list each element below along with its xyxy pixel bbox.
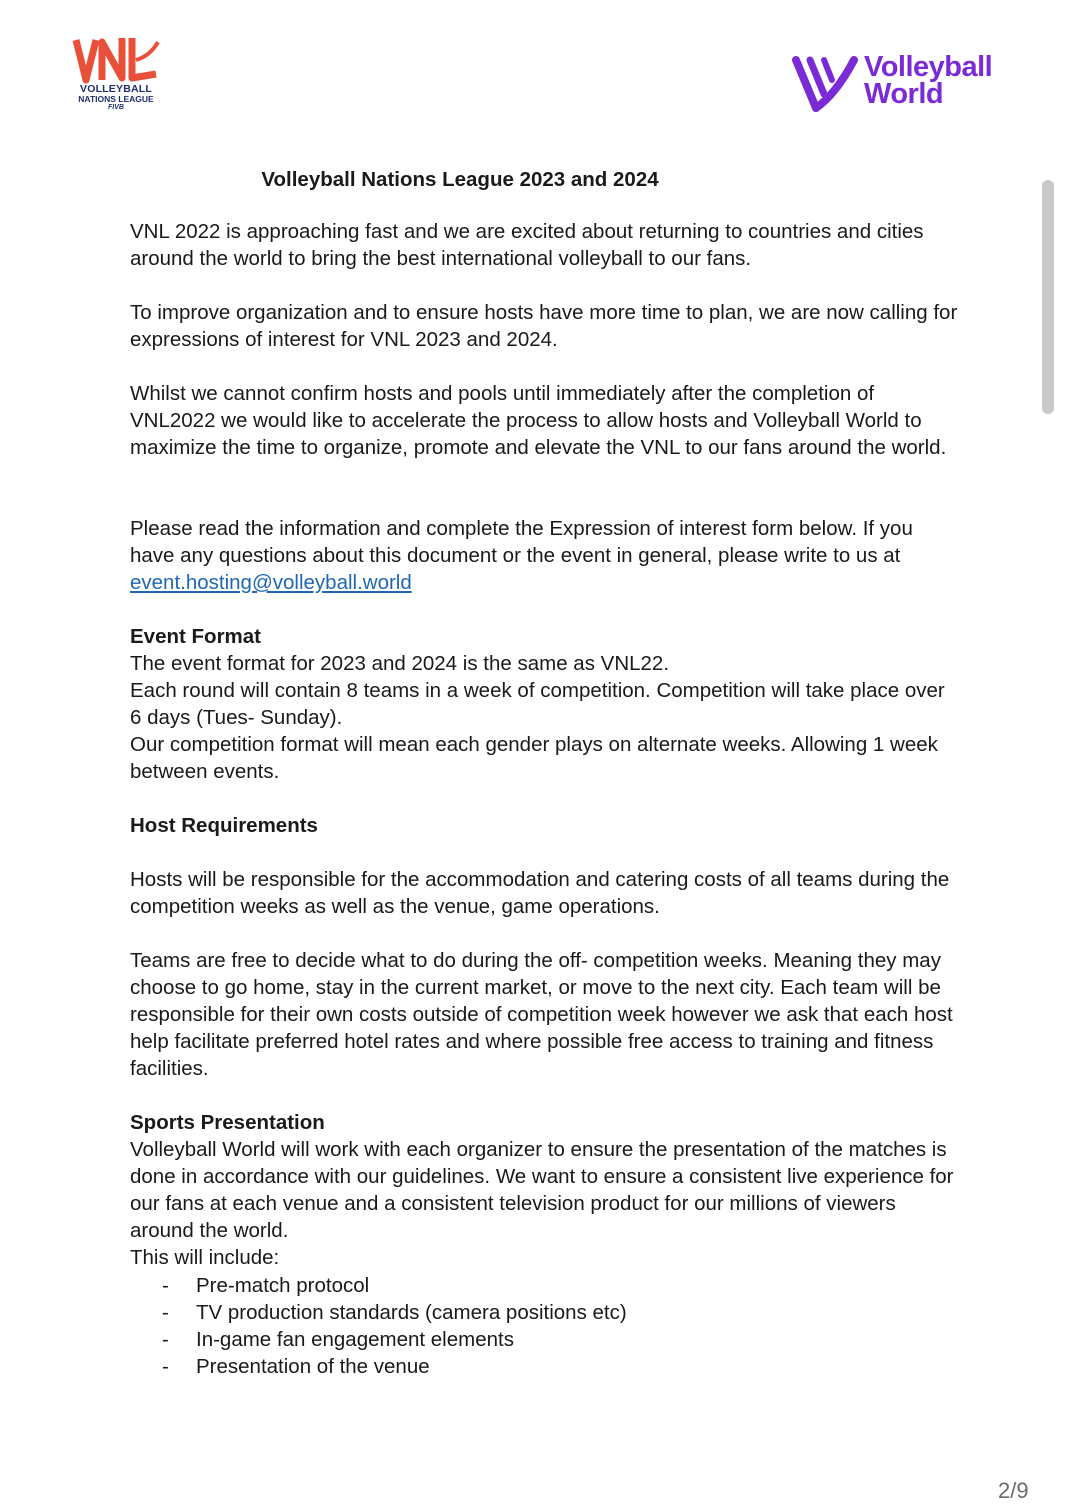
vnl-logo <box>70 34 162 124</box>
heading-sports-presentation: Sports Presentation <box>130 1111 325 1134</box>
vnl-logo-text-3: FIVB <box>108 103 124 111</box>
heading-event-format: Event Format <box>130 625 261 648</box>
vnl-logo-text-2: NATIONS LEAGUE <box>78 94 154 105</box>
paragraph-hosts-pools: Whilst we cannot confirm hosts and pools until immediately after the completion of VNL2022 we would like to accelerate the process to allow hosts and Volleyball World to maximize the time to organize, promote and elevate the VNL to our fans around the world. <box>130 382 947 459</box>
paragraph-contact <box>130 515 960 596</box>
list-item: TV production standards (camera positions etc) <box>196 1301 627 1324</box>
list-item: Presentation of the venue <box>196 1355 430 1378</box>
paragraph-organization: To improve organization and to ensure hosts have more time to plan, we are now calling for expressions of interest for VNL 2023 and 2024. <box>130 301 958 351</box>
vnl-logo-text-1: VOLLEYBALL <box>80 83 152 95</box>
event-format-line-2: Each round will contain 8 teams in a week of competition. Competition will take place over 6 days (Tues- Sunday). <box>130 679 945 729</box>
email-link[interactable]: event.hosting@volleyball.world <box>130 571 412 594</box>
event-format-line-3: Our competition format will mean each gender plays on alternate weeks. Allowing 1 week between events. <box>130 733 938 783</box>
host-paragraph-1: Hosts will be responsible for the accommodation and catering costs of all teams during the competition weeks as well as the venue, game operations. <box>130 868 950 918</box>
list-item: In-game fan engagement elements <box>196 1328 514 1351</box>
scrollbar-thumb[interactable] <box>1042 180 1054 414</box>
heading-host-requirements: Host Requirements <box>130 814 318 837</box>
sports-paragraph-2: This will include: <box>130 1246 280 1269</box>
volleyball-world-mark-icon <box>792 54 858 114</box>
intro-paragraph: VNL 2022 is approaching fast and we are excited about returning to countries and cities around the world to bring the best international volleyball to our fans. <box>130 220 924 270</box>
vnl-mark-icon <box>70 34 162 86</box>
vw-logo-text-1: Volleyball <box>864 51 993 83</box>
contact-text: Please read the information and complete the Expression of interest form below. If you have any questions about this document or the event in general, please write to us at <box>130 517 913 567</box>
list-item: Pre-match protocol <box>196 1274 370 1297</box>
host-paragraph-2: Teams are free to decide what to do during the off- competition weeks. Meaning they may choose to go home, stay in the current market, or move to the next city. Each team will be responsible for their own costs outside of competition week however we ask that each host help facilitate preferred hotel rates and where possible free access to training and fitness facilities. <box>130 949 953 1080</box>
list-bullet: - <box>162 1328 169 1351</box>
document-title: Volleyball Nations League 2023 and 2024 <box>261 168 659 191</box>
list-bullet: - <box>162 1301 169 1324</box>
event-format-line-1: The event format for 2023 and 2024 is the same as VNL22. <box>130 652 670 675</box>
sports-paragraph-1: Volleyball World will work with each organizer to ensure the presentation of the matches is done in accordance with our guidelines. We want to ensure a consistent live experience for our fans at each venue and a consistent television product for our millions of viewers around the world. <box>130 1138 954 1242</box>
page-indicator: 2/9 <box>998 1478 1029 1503</box>
list-bullet: - <box>162 1355 169 1378</box>
list-bullet: - <box>162 1274 169 1297</box>
volleyball-world-logo <box>792 50 1012 116</box>
vw-logo-text-2: World <box>864 78 944 110</box>
